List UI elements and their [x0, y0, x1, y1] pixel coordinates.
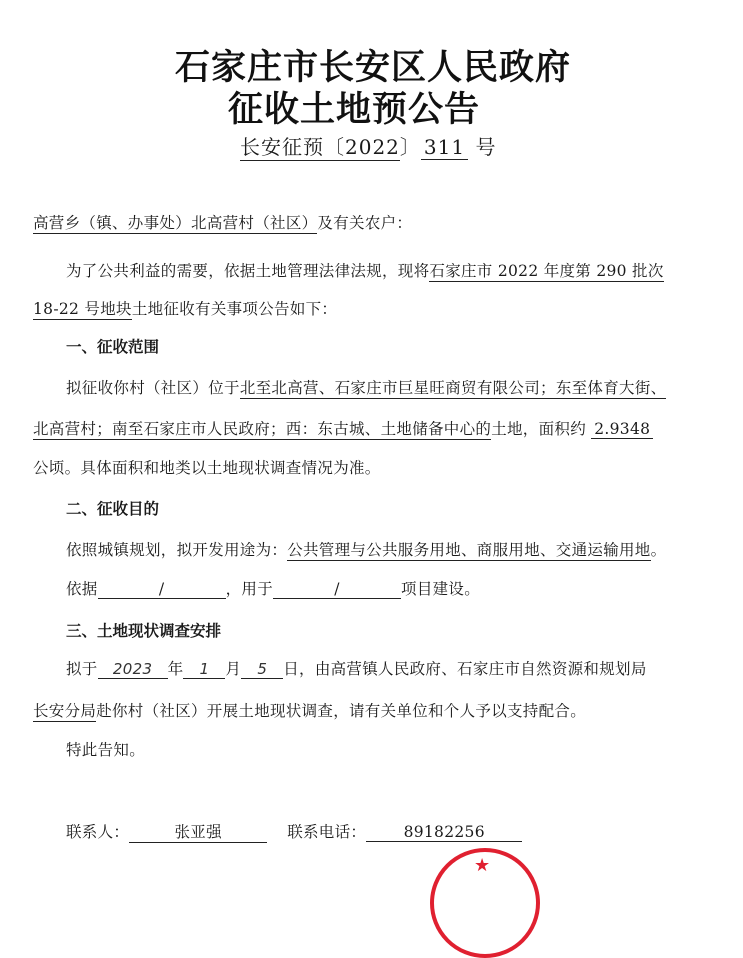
section-2-line-1	[66, 538, 666, 560]
section-1-boundary-a: 北至北高营、石家庄市巨星旺商贸有限公司；东至体育大街、	[239, 379, 667, 397]
section-2-project-blank: /	[273, 580, 401, 599]
section-2-usage: 公共管理与公共服务用地、商服用地、交通运输用地	[287, 541, 651, 559]
survey-year: 2023	[98, 660, 168, 679]
addressee-line	[33, 211, 412, 233]
intro-line-1	[66, 259, 664, 281]
section-2-basis-label: 依据	[66, 580, 98, 598]
addressee-village: 北高营村（社区）	[191, 214, 318, 232]
section-1-text-b: 土地，面积约	[491, 420, 592, 438]
doc-number-prefix: 长安征预〔20	[240, 135, 373, 159]
title-line-1: 石家庄市长安区人民政府	[175, 47, 572, 88]
section-1-text-a: 拟征收你村（社区）位于	[66, 379, 240, 397]
section-2-line-2	[66, 577, 480, 599]
section-3-text-e: 赴你村（社区）开展土地现状调查，请有关单位和个人予以支持配合。	[96, 702, 587, 720]
intro-plot-a: 石家庄市 2022 年度第 290 批次	[429, 262, 664, 280]
intro-text-b: 土地征收有关事项公告如下：	[131, 300, 338, 318]
section-1-line-2	[33, 417, 653, 439]
doc-number-year: 22	[372, 135, 400, 159]
intro-plot-b: 18-22 号地块	[33, 300, 132, 318]
doc-number-mid: 〕	[399, 135, 421, 159]
section-3-text-a: 拟于	[66, 660, 98, 678]
section-2-heading: 二、征收目的	[66, 500, 160, 518]
section-1-boundary-b: 北高营村；南至石家庄市人民政府；西：东古城、土地储备中心的	[33, 420, 492, 438]
doc-number-no: 311	[421, 135, 468, 160]
section-3-heading: 三、土地现状调查安排	[66, 622, 222, 640]
section-2-end: 。	[650, 541, 667, 559]
doc-number-suffix: 号	[468, 135, 497, 159]
survey-month: 1	[183, 660, 225, 679]
closing-text: 特此告知。	[66, 741, 146, 759]
contact-person-label: 联系人：	[66, 823, 130, 841]
section-2-text-a: 依照城镇规划，拟开发用途为：	[66, 541, 288, 559]
contact-phone: 89182256	[366, 823, 522, 842]
contact-phone-label: 联系电话：	[287, 823, 367, 841]
contact-line	[66, 820, 522, 843]
section-2-use-label: ，用于	[225, 580, 274, 598]
document-number	[240, 131, 496, 160]
section-1-line-1	[66, 376, 666, 398]
section-3-bureau: 长安分局	[33, 702, 97, 720]
section-1-heading: 一、征收范围	[66, 338, 160, 356]
intro-text-a: 为了公共利益的需要，依据土地管理法律法规，现将	[66, 262, 430, 280]
section-2-project-text: 项目建设。	[401, 580, 481, 598]
section-3-line-2	[33, 699, 586, 721]
section-3-text-d: 日，由高营镇人民政府、石家庄市自然资源和规划局	[283, 660, 647, 678]
addressee-town: 高营乡（镇、办事处）	[33, 214, 192, 232]
intro-line-2	[33, 297, 337, 319]
section-1-line-3: 公顷。具体面积和地类以土地现状调查情况为准。	[33, 459, 381, 477]
section-1-area: 2.9348	[591, 420, 653, 439]
title-line-2: 征收土地预公告	[228, 89, 481, 130]
section-3-line-1	[66, 657, 647, 679]
contact-person: 张亚强	[129, 820, 267, 843]
survey-day: 5	[241, 660, 283, 679]
addressee-rest: 及有关农户：	[317, 214, 413, 232]
seal-star-icon: ★	[474, 855, 491, 876]
section-3-year-label: 年	[167, 660, 184, 678]
section-2-basis-blank: /	[98, 580, 226, 599]
section-3-month-label: 月	[225, 660, 242, 678]
